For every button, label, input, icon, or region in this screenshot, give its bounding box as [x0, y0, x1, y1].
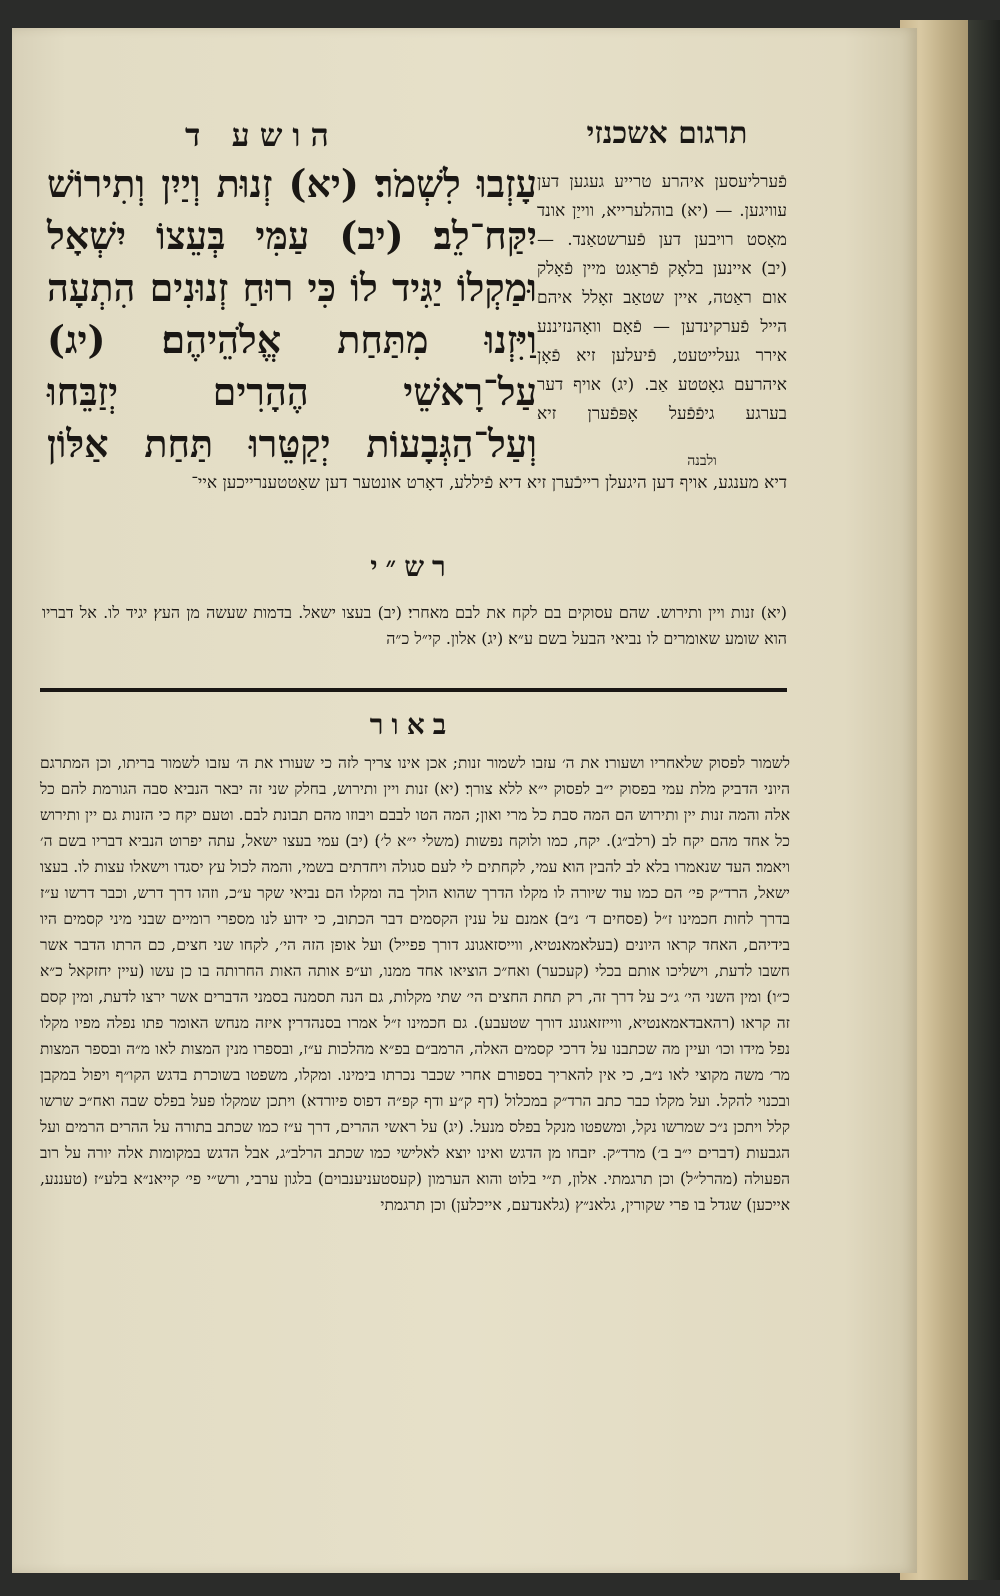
rashi-heading: רש״י	[370, 550, 454, 583]
hebrew-verse-text: עָזְבוּ לִשְׁמֹר׃ (יא) זְנוּת וְיַיִן וְתִירוֹשׁ יִקַּח־לֵב׃ (יב) עַמִּי בְּעֵצוֹ יִשְׁאָל וּמַקְלוֹ יַגִּיד לוֹ כִּי רוּחַ זְנוּנִים הִתְעָה וַיִּזְנוּ מִתַּחַת אֱלֹהֵיהֶם׃ (יג) עַל־רָאשֵׁי הֶהָרִים יְזַבֵּחוּ וְעַל־הַגְּבָעוֹת יְקַטֵּרוּ תַּחַת אַלּוֹן	[47, 161, 537, 466]
translation-column: פֿערליעסען איהרע טרייע געגען דען עוויגען. — (יא) בוהלערייא, ווייַן אונד מאָסט רויבען דען פֿערשטאַנד. — (יב) איינען בלאָק פֿראַגט מיין פֿאָלק אום ראַטה, איין שטאַב זאָלל איהם הייל פֿערקינדען — פֿאָם וואָהנזיננע אירר געלייטעט, פֿיעלען זיא פֿאָן איהרעם גאָטטע אַב. (יג) אויף דער בערגע גיפֿפֿעל אָפּפֿערן זיא	[537, 172, 787, 424]
book-cover	[968, 20, 1000, 1580]
translation-continuation-text: דיא מענגע, אויף דען היגעלן רייכֿערן זיא דיא פֿיללע, דאָרט אונטער דען שאַטטענרייכען איי־	[191, 473, 787, 493]
rashi-commentary: (יא) זנות ויין ותירוש. שהם עסוקים בם לקח את לבם מאחרי׃ (יב) בעצו ישאל. בדמות שעשה מן העץ׃ יגיד לו. אל דבריו הוא שומע שאומרים לו נביאי הבעל בשם ע״א׃ (יג) אלון. קי״ל כ״ה	[42, 603, 787, 648]
book-page	[12, 28, 917, 1573]
translation-continuation	[42, 453, 787, 497]
running-head-translation: תרגום אשכנזי	[586, 116, 748, 151]
catchword: ולבנה	[687, 453, 717, 469]
biur-commentary: לשמור לפסוק שלאחריו ושעורו׃ את ה׳ עזבו לשמור זנות; אכן אינו צריך לזה כי שעורו׃ את ה׳ עזבו לשמור בריתו, וכן המתרגם היוני הדביק מלת עמי בפסוק י״ב לפסוק י״א ללא צורך׃ (יא) זנות ויין ותירוש, בחלק שני זה יבאר הנביא סבה הגורמת להם כל אלה והמה זנות יין ותירוש הם המה סבת כל מרי ואון; המה הטו לבבם ויבוזו מהם תבונת לבם. וטעם יקח כי הזנות גם יין ותירוש כל אחד מהם יקח לב (רלב״ג). יקח, כמו ולוקח נפשות (משלי י״א ל׳)׃ (יב) עמי בעצו ישאל, עתה יפרוט הנביא דבריו בשם ה׳ ויאמר׃ העד שנאמרו בלא לב להבין הוא׃ עמי, לקחתים לי לעם סגולה ויחדתים בשמי, והמה לכול עץ יסגדו וישאלו עצות לו. בעצו ישאל, הרד״ק פי׳ הם כמו עוד שיורה לו מקלו הדרך שהוא הולך בה ומקלו הם נביאי שקר ע״כ, וזהו דרך דרש, וכבר דרשו ע״ז בדרך לחות חכמינו ז״ל (פסחים ד׳ נ״ב)׃ אמנם על ענין הקסמים דבר הכתוב, כי ידוע לנו מספרי רומיים שבני מיני קסמים היו בידיהם, האחד קראו היונים (בעלאמאנטיא, ווייסזאגונג דורך פפייל) ועל אופן הזה הי׳, לקחו שני חצים, כם הרתו הדבר אשר חשבו לדעת, וישליכו אותם בכלי (קעכער) ואח״כ הוציאו אחד ממנו, וע״פ אותה האות החרותה בו כן עשו (עיין יחזקאל כ״א כ״ו)׃ ומין השני הי׳ ג״כ על דרך זה, רק תחת החצים הי׳ שתי מקלות, גם הנה תסמנה בסמני הדברים אשר ירצו לדעת, ומין קסם זה קראו (רהאבדאמאנטיא, ווייזזאגונג דורך שטעבע). גם חכמינו ז״ל אמרו בסנהדרין׃ איזה מנחש האומר פתו נפלה מפיו מקלו נפל מידו וכו׳ ועיין מה שכתבנו על דרכי קסמים האלה, הרמב״ם בפ״א מהלכות ע״ז, ובספרו מנין המצות לאו מ״ה ובספר המצות מר׳ משה מקוצי לאו נ״ב, כי אין להאריך בספורם אחרי שכבר נכרתו בימינו. ומקלו, משפטו בשוכרת בדגש הקו״ף ויפול במקבן ובכנוי להקל. ועל מקלו כבר כתב הרד״ק במכלול (דף ק״ע ודף קפ״ה דפוס פיורדא) ויתכן שמקלו פעל בפלס שבה ואח״כ שרשו קלל ויתכן נ״כ שמרשו נקל, ומשפטו מנקל בפלס מנעל. (יג) על ראשי ההרים, דרך ע״ז כמו שכתב בתורה על ההרים הרמים ועל הגבעות (דברים י״ב ב׳) מרד״ק. יזבחו מן הדגש ואינו יוצא לאלישי כמו שכתב הרלב״ג, אבל הדגש במקומות אלה יורה על רוב הפעולה (מהרל״ל) וכן תרגמתי. אלון, ת״י בלוט והוא הערמון (קעסטעניענבוים) בלגון ערבי, ורש״י פי׳ קייאנ״א בלע״ז (טעננע, אייכען) שגדל בו פרי שקורין, גלאנ״ץ (גלאנדעם, אייכלען) וכן תרגמתי	[40, 754, 790, 1214]
section-divider	[40, 688, 787, 692]
running-head-book: הושע ד	[185, 116, 339, 154]
biur-heading: באור	[369, 708, 455, 741]
